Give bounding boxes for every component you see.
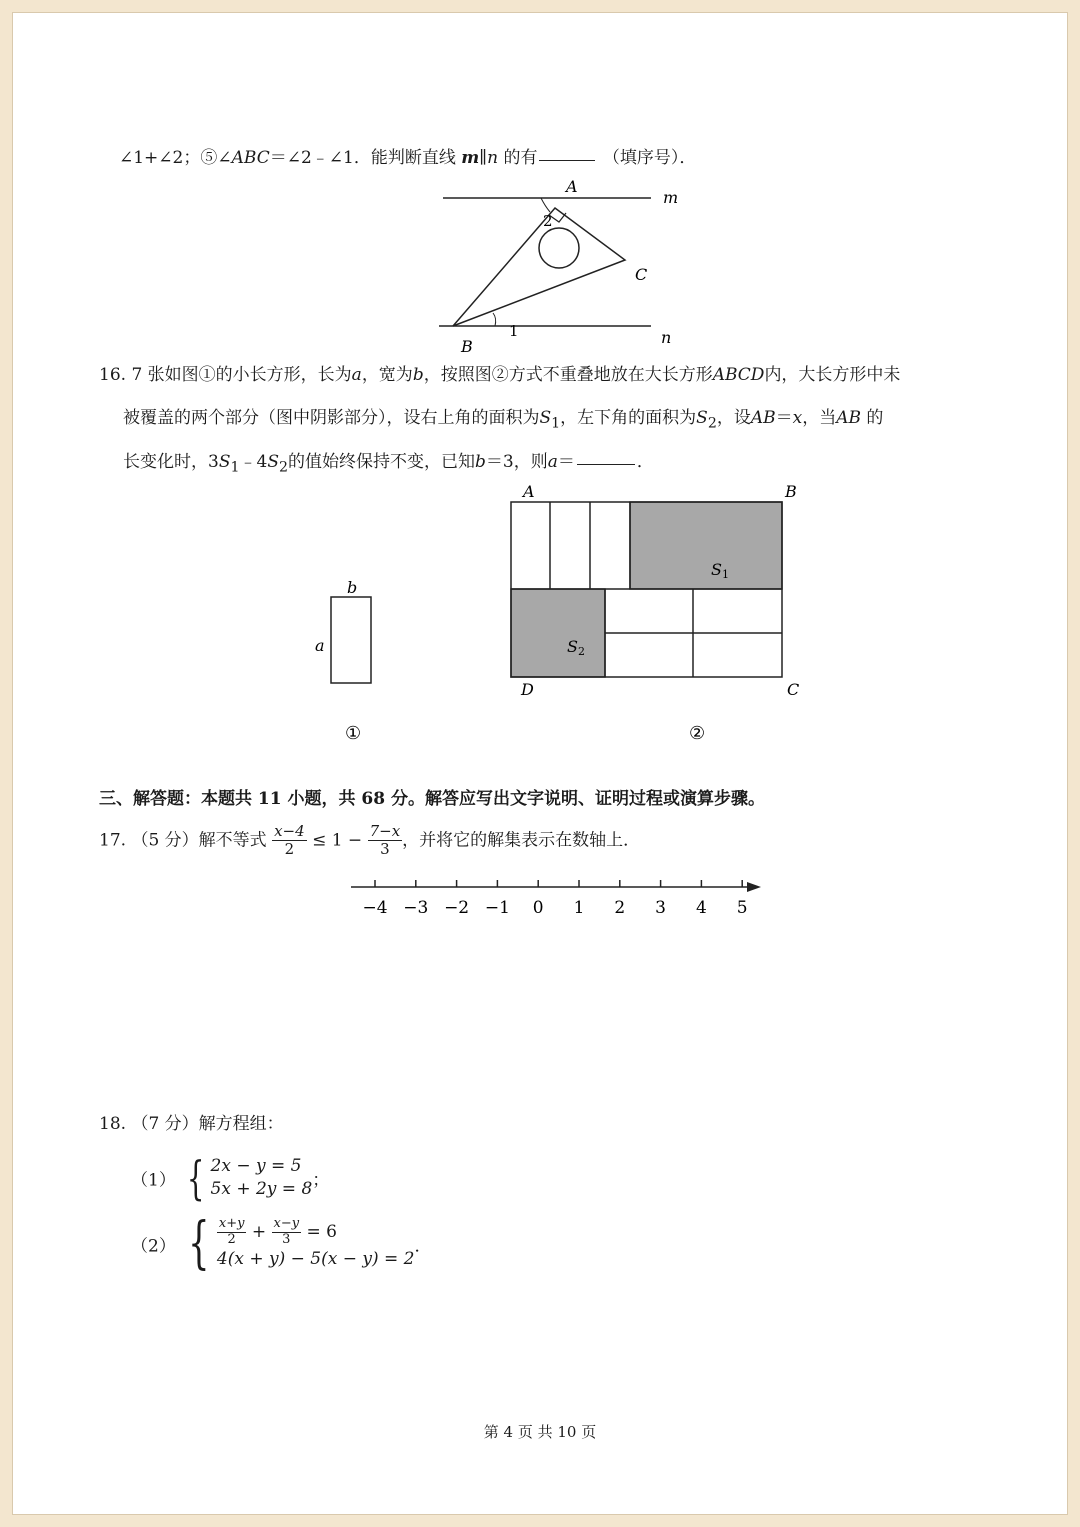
q18-p2-brace: { bbox=[188, 1210, 210, 1276]
q16-s2-sub: 2 bbox=[707, 415, 717, 432]
q16-text: ＝ bbox=[775, 408, 793, 428]
number-line-tick-label: −1 bbox=[484, 898, 510, 918]
q15-text-2: ＝∠2﹣∠1．能判断直线 bbox=[269, 148, 456, 168]
q16-abcd: ABCD bbox=[712, 365, 765, 385]
q16-ab: AB bbox=[750, 408, 776, 428]
q18-p2-plus: + bbox=[251, 1221, 267, 1242]
q18-p1-system bbox=[211, 1155, 313, 1201]
label-S1: S bbox=[711, 560, 722, 579]
q17-prefix: 17. （5 分）解不等式 bbox=[99, 830, 267, 851]
q15-n: n bbox=[487, 148, 499, 168]
q18-p2-f1 bbox=[217, 1217, 247, 1248]
exam-page bbox=[12, 12, 1068, 1515]
q18-p2-label: （2） bbox=[131, 1236, 176, 1257]
q18-p2-system bbox=[217, 1217, 415, 1271]
number-line-tick-label: 2 bbox=[614, 898, 626, 918]
small-rect-b-label: b bbox=[347, 579, 358, 597]
q15-text-3: 的有 bbox=[503, 148, 538, 168]
q18-p1-label: （1） bbox=[131, 1170, 176, 1191]
q16-s2-sub: 2 bbox=[278, 459, 288, 476]
label-D: D bbox=[521, 680, 534, 699]
triangle bbox=[453, 208, 625, 326]
q16-line2 bbox=[123, 403, 883, 431]
q15-m: m bbox=[461, 148, 480, 168]
q16-s1-sub: 1 bbox=[230, 459, 240, 476]
page-footer: 第 4 页 共 10 页 bbox=[483, 1423, 597, 1441]
q16-text: 的值始终保持不变，已知 bbox=[288, 452, 475, 472]
q18-p2-eq2: 4(x + y) − 5(x − y) = 2 bbox=[216, 1248, 415, 1269]
label-C: C bbox=[635, 265, 648, 284]
q16-s1-sub: 1 bbox=[551, 415, 561, 432]
q16-s1: S bbox=[539, 408, 552, 428]
q17-suffix: ，并将它的解集表示在数轴上． bbox=[402, 830, 641, 851]
q16-s2: S bbox=[696, 408, 708, 428]
angle1-arc bbox=[493, 313, 496, 326]
q16-text: 被覆盖的两个部分（图中阴影部分），设右上角的面积为 bbox=[123, 408, 540, 428]
number-line-tick-label: 4 bbox=[695, 898, 707, 918]
label-angle1: 1 bbox=[509, 322, 519, 340]
q16-text: 的 bbox=[866, 408, 884, 428]
q16-text: ，当 bbox=[802, 408, 837, 428]
label-A: A bbox=[523, 483, 535, 501]
q16-text: ＝ bbox=[557, 452, 575, 472]
shaded-region-s1 bbox=[630, 502, 782, 589]
shaded-region-s2 bbox=[511, 589, 605, 677]
q17-mid: ≤ 1 − bbox=[312, 830, 363, 851]
q15-tail bbox=[119, 143, 696, 168]
q17-fraction1 bbox=[272, 823, 307, 859]
angle2-arc bbox=[541, 198, 550, 212]
q16-line3 bbox=[123, 447, 654, 475]
q15-parallel: ∥ bbox=[479, 148, 488, 168]
q16-text: ＝3，则 bbox=[485, 452, 548, 472]
q16-text: ﹣4 bbox=[239, 452, 268, 472]
number-line-tick-label: −4 bbox=[362, 898, 388, 918]
q16-var-a: a bbox=[351, 365, 362, 385]
q18-p1-end: ； bbox=[312, 1170, 330, 1191]
number-line-arrow bbox=[747, 882, 761, 892]
q17-f2-den: 3 bbox=[380, 840, 390, 859]
q16-figure2 bbox=[501, 483, 821, 748]
q16-text: ，左下角的面积为 bbox=[560, 408, 697, 428]
q17-f1-den: 2 bbox=[284, 840, 295, 859]
q17-fraction2 bbox=[368, 823, 403, 859]
q18-p1-brace: { bbox=[187, 1150, 205, 1205]
q18-p1-eq2: 5x + 2y = 8 bbox=[210, 1178, 313, 1199]
triangle-hole bbox=[539, 228, 579, 268]
q16-var-a: a bbox=[547, 452, 558, 472]
q16-s1: S bbox=[218, 452, 231, 472]
label-m: m bbox=[663, 188, 679, 207]
q18-p2-end: ． bbox=[414, 1236, 432, 1257]
section3-heading: 三、解答题：本题共 11 小题，共 68 分。解答应写出文字说明、证明过程或演算步骤。 bbox=[99, 789, 765, 809]
q18-part2 bbox=[131, 1210, 432, 1276]
q17 bbox=[99, 823, 640, 859]
q18-p2-f2-den: 3 bbox=[282, 1231, 291, 1247]
q16-text: ，设 bbox=[716, 408, 751, 428]
label-B: B bbox=[785, 483, 797, 501]
q16-text: ，宽为 bbox=[361, 365, 413, 385]
q18-p2-f1-den: 2 bbox=[227, 1231, 236, 1247]
label-A: A bbox=[566, 178, 578, 196]
q18-p2-eq1-rhs: = 6 bbox=[306, 1221, 337, 1242]
number-line-tick-label: 5 bbox=[736, 898, 748, 918]
label-B: B bbox=[461, 337, 473, 356]
number-line-tick-label: 1 bbox=[573, 898, 585, 918]
q16-text: 16. 7 张如图①的小长方形，长为 bbox=[99, 365, 352, 385]
label-S2: S bbox=[567, 637, 578, 656]
q15-text-1: ∠1+∠2；⑤∠ bbox=[119, 148, 232, 168]
q16-answer-blank[interactable] bbox=[577, 463, 635, 465]
q18-title: 18. （7 分）解方程组： bbox=[99, 1114, 284, 1134]
q16-text: ，按照图②方式不重叠地放在大长方形 bbox=[423, 365, 713, 385]
q15-text-4: （填序号）． bbox=[602, 148, 697, 168]
q18-p2-f2 bbox=[272, 1217, 302, 1248]
q16-line1 bbox=[99, 360, 900, 385]
q16-figure1 bbox=[309, 579, 389, 749]
q15-answer-blank[interactable] bbox=[539, 159, 595, 161]
q16-text: 内，大长方形中未 bbox=[764, 365, 901, 385]
q18-part1 bbox=[131, 1150, 330, 1205]
number-line-tick-label: −2 bbox=[444, 898, 470, 918]
q17-f1-num: x−4 bbox=[274, 822, 305, 840]
small-rect-a-label: a bbox=[315, 636, 325, 655]
label-S2-sub: 2 bbox=[578, 645, 585, 658]
label-angle2: 2 bbox=[543, 212, 553, 230]
q16-x: x bbox=[792, 408, 803, 428]
q16-var-b: b bbox=[475, 452, 486, 472]
number-line-ticks bbox=[362, 880, 747, 918]
q16-text: ． bbox=[636, 452, 654, 472]
q17-f2-num: 7−x bbox=[369, 822, 401, 840]
q15-abc: ABC bbox=[231, 148, 270, 168]
number-line-tick-label: 3 bbox=[655, 898, 667, 918]
q16-var-b: b bbox=[412, 365, 424, 385]
label-n: n bbox=[661, 328, 672, 347]
q16-ab: AB bbox=[836, 408, 861, 428]
label-C: C bbox=[787, 680, 800, 699]
q15-figure bbox=[433, 178, 693, 358]
q18-p2-f2-num: x−y bbox=[273, 1216, 300, 1231]
number-line-tick-label: −3 bbox=[403, 898, 429, 918]
number-line bbox=[343, 873, 773, 933]
q18-p2-f1-num: x+y bbox=[218, 1216, 245, 1231]
q16-s2: S bbox=[267, 452, 279, 472]
q18-p2-eq1 bbox=[217, 1217, 415, 1248]
number-line-tick-label: 0 bbox=[532, 898, 544, 918]
figure2-caption: ② bbox=[689, 723, 706, 744]
q16-text: 长变化时，3 bbox=[123, 452, 219, 472]
figure1-caption: ① bbox=[345, 723, 362, 744]
label-S1-sub: 1 bbox=[722, 568, 729, 581]
q18-p1-eq1: 2x − y = 5 bbox=[210, 1156, 302, 1176]
small-rectangle bbox=[331, 597, 371, 683]
